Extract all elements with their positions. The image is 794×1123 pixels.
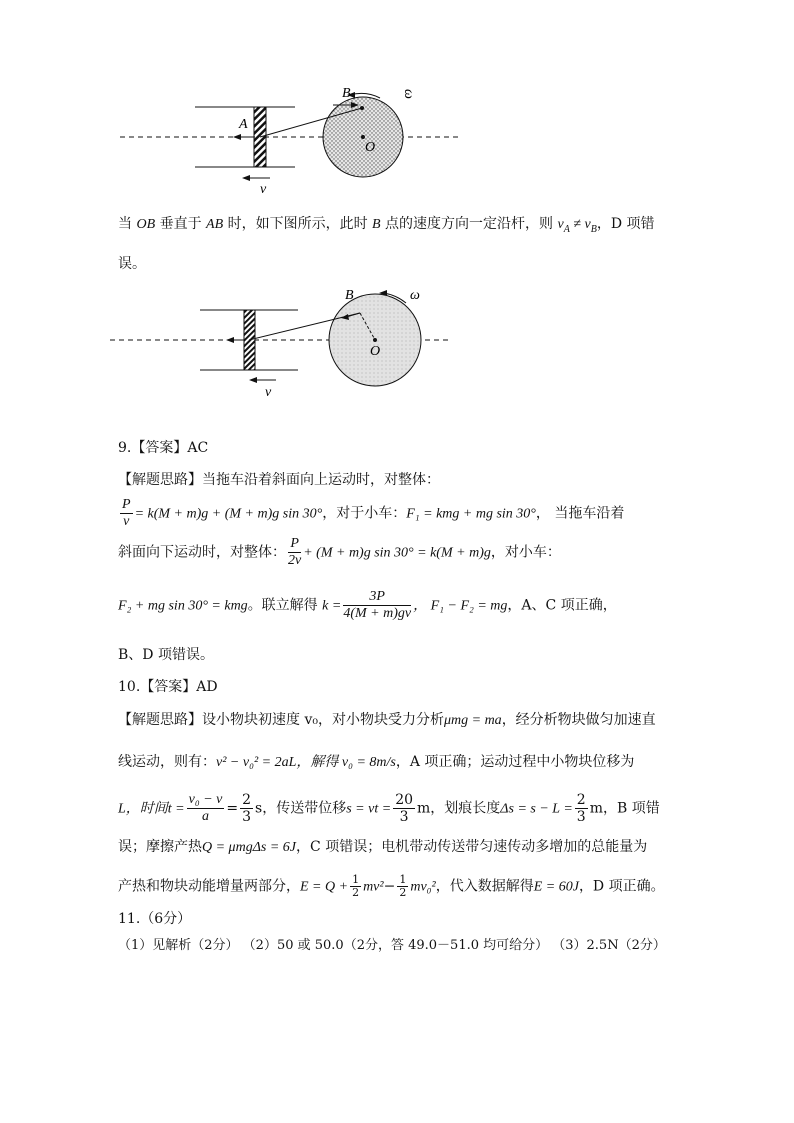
q9-line3: 斜面向下运动时，对整体： $\frac{P}{2v}$ + (M + m)g sin 30° = k(M + m)g，对小车： <box>118 536 561 568</box>
q10-line5: 产热和物块动能增量两部分，E = Q + $\frac{1}{2}$ mv²− $\frac{1}{2}$ mv₀²，代入数据解得E = 60J，D 项正确。 <box>118 873 665 899</box>
q11-items: （1）见解析（2分） （2）50 或 50.0（2分，答 49.0－51.0 均可给分） （3）2.5N（2分） <box>118 938 666 953</box>
label-B: B <box>345 288 354 303</box>
label-v: v <box>265 385 272 400</box>
q9-line4: F₂ + mg sin 30° = kmg。联立解得 k = $\frac{3P}{4(M + m)gv}$ ， F₁ − F₂ = mg，A、C 项正确， <box>118 589 617 621</box>
q10-line1: 【解题思路】设小物块初速度 v₀，对小物块受力分析μmg = ma，经分析物块做匀加速直 <box>118 712 656 728</box>
q10-line2: 线运动，则有：v² − v₀² = 2aL，解得 v₀ = 8m/s，A 项正确；运动过程中小物块位移为 <box>118 754 635 770</box>
para-ob-perpendicular-end: 误。 <box>118 256 146 272</box>
para-ob-perpendicular: 当 OB 垂直于 AB 时，如下图所示，此时 B 点的速度方向一定沿杆，则 $v_A \ne v_B$，D 项错 <box>118 216 655 235</box>
label-O: O <box>365 140 376 155</box>
label-B: B <box>342 86 351 101</box>
q9-line2: $\frac{P}{v}$ = k(M + m)g + (M + m)g sin 30°，对于小车：F₁ = kmg + mg sin 30°， 当拖车沿着 <box>122 497 625 529</box>
label-O: O <box>370 344 381 359</box>
q11-header: 11.（6分） <box>118 911 192 927</box>
q9-answer: 9.【答案】AC <box>118 440 209 456</box>
label-omega: ω <box>410 288 420 303</box>
figure-1-disk-rod-diagram <box>115 80 465 200</box>
q10-line4: 误；摩擦产热Q = μmgΔs = 6J，C 项错误；电机带动传送带匀速传动多增加的总能量为 <box>118 839 648 855</box>
label-A: A <box>239 117 248 132</box>
q10-line3: L，时间t = $\frac{\text{v₀ − v}}{a}$ = $\frac{2}{3}$ s，传送带位移s = vt = $\frac{20}{3}$ m，划痕长度Δs = s − L = $\frac{2}{3}$ m，B 项错 <box>118 792 660 825</box>
q10-answer: 10.【答案】AD <box>118 679 218 695</box>
figure-2-disk-rod-diagram <box>108 283 453 403</box>
label-v: v <box>260 182 267 197</box>
q9-line1: 【解题思路】当拖车沿着斜面向上运动时，对整体： <box>118 472 440 488</box>
q9-line5: B、D 项错误。 <box>118 647 214 663</box>
condition-va-neq-vb: $v_A \ne v_B$ <box>557 217 597 235</box>
label-omega: ω <box>401 89 416 99</box>
